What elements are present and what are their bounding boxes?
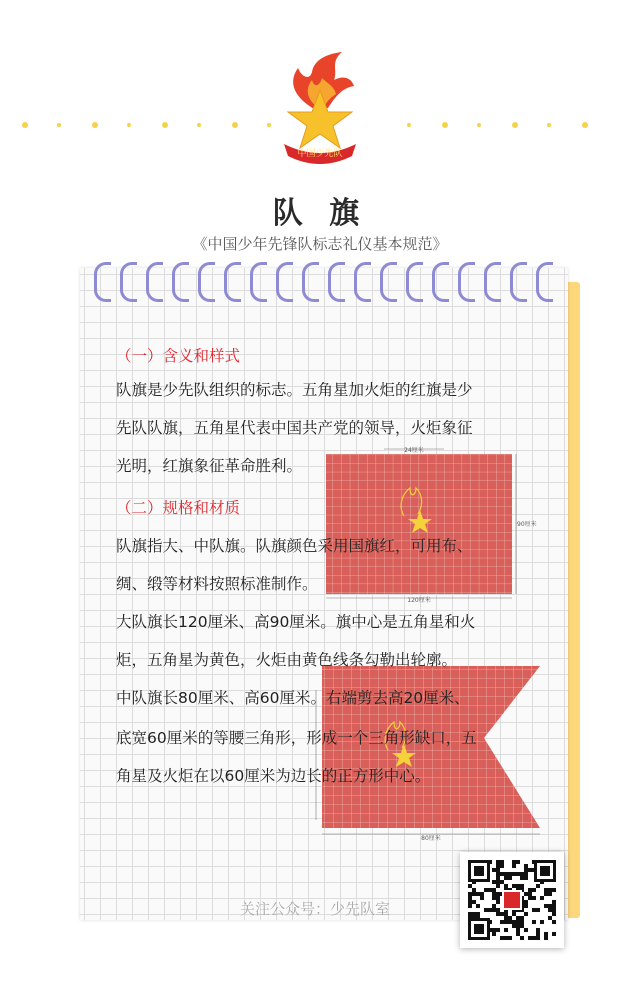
notebook-ring bbox=[276, 262, 293, 302]
section2-line-7: 角星及火炬在以60厘米为边长的正方形中心。 bbox=[116, 767, 431, 785]
section2-line-3: 大队旗长120厘米、高90厘米。旗中心是五角星和火 bbox=[116, 613, 476, 631]
section2-line-1: 队旗指大、中队旗。队旗颜色采用国旗红，可用布、 bbox=[116, 537, 473, 555]
dot bbox=[442, 122, 448, 128]
dot bbox=[57, 123, 61, 127]
qr-code[interactable] bbox=[460, 852, 564, 948]
notebook-ring bbox=[484, 262, 501, 302]
svg-text:90厘米: 90厘米 bbox=[517, 521, 537, 528]
dot bbox=[22, 122, 28, 128]
section2-heading: （二）规格和材质 bbox=[116, 499, 241, 517]
notebook-ring bbox=[536, 262, 553, 302]
dot bbox=[477, 123, 481, 127]
young-pioneers-logo bbox=[268, 50, 372, 166]
notebook-ring bbox=[224, 262, 241, 302]
dot bbox=[127, 123, 131, 127]
dot bbox=[197, 123, 201, 127]
svg-text:中国少先队: 中国少先队 bbox=[297, 149, 343, 159]
notebook-ring bbox=[120, 262, 137, 302]
footer-follow-text: 关注公众号：少先队室 bbox=[239, 900, 390, 918]
notebook-ring bbox=[302, 262, 319, 302]
section1-line-2: 先队队旗，五角星代表中国共产党的领导，火炬象征 bbox=[116, 419, 473, 437]
section1-heading: （一）含义和样式 bbox=[116, 347, 241, 365]
notebook-ring bbox=[328, 262, 345, 302]
notebook-rings bbox=[94, 262, 566, 304]
notebook-ring bbox=[458, 262, 475, 302]
notebook-ring bbox=[198, 262, 215, 302]
large-flag-diagram bbox=[324, 446, 537, 604]
dot bbox=[162, 122, 168, 128]
dot bbox=[232, 122, 238, 128]
notebook-ring bbox=[172, 262, 189, 302]
page-title: 队 旗 bbox=[272, 196, 368, 231]
page-subtitle: 《中国少年先锋队标志礼仪基本规范》 bbox=[192, 235, 448, 253]
dot bbox=[92, 122, 98, 128]
notebook-ring bbox=[406, 262, 423, 302]
notebook-ring bbox=[432, 262, 449, 302]
dot bbox=[582, 122, 588, 128]
svg-text:80厘米: 80厘米 bbox=[421, 835, 441, 842]
dot bbox=[407, 123, 411, 127]
notebook-ring bbox=[510, 262, 527, 302]
dot bbox=[512, 122, 518, 128]
svg-text:120厘米: 120厘米 bbox=[407, 597, 431, 604]
section2-line-6: 底宽60厘米的等腰三角形，形成一个三角形缺口，五 bbox=[116, 729, 477, 747]
section2-line-2: 绸、缎等材料按照标准制作。 bbox=[116, 575, 318, 593]
notebook-ring bbox=[94, 262, 111, 302]
dot bbox=[547, 123, 551, 127]
notebook-ring bbox=[380, 262, 397, 302]
notebook-ring bbox=[354, 262, 371, 302]
notebook-ring bbox=[250, 262, 267, 302]
svg-text:24厘米: 24厘米 bbox=[404, 447, 424, 454]
section2-line-4: 炬，五角星为黄色，火炬由黄色线条勾勒出轮廓。 bbox=[116, 651, 458, 669]
section1-line-3: 光明，红旗象征革命胜利。 bbox=[116, 457, 303, 475]
section1-line-1: 队旗是少先队组织的标志。五角星加火炬的红旗是少 bbox=[116, 381, 473, 399]
section2-line-5: 中队旗长80厘米、高60厘米。右端剪去高20厘米、 bbox=[116, 689, 470, 707]
notebook-ring bbox=[146, 262, 163, 302]
